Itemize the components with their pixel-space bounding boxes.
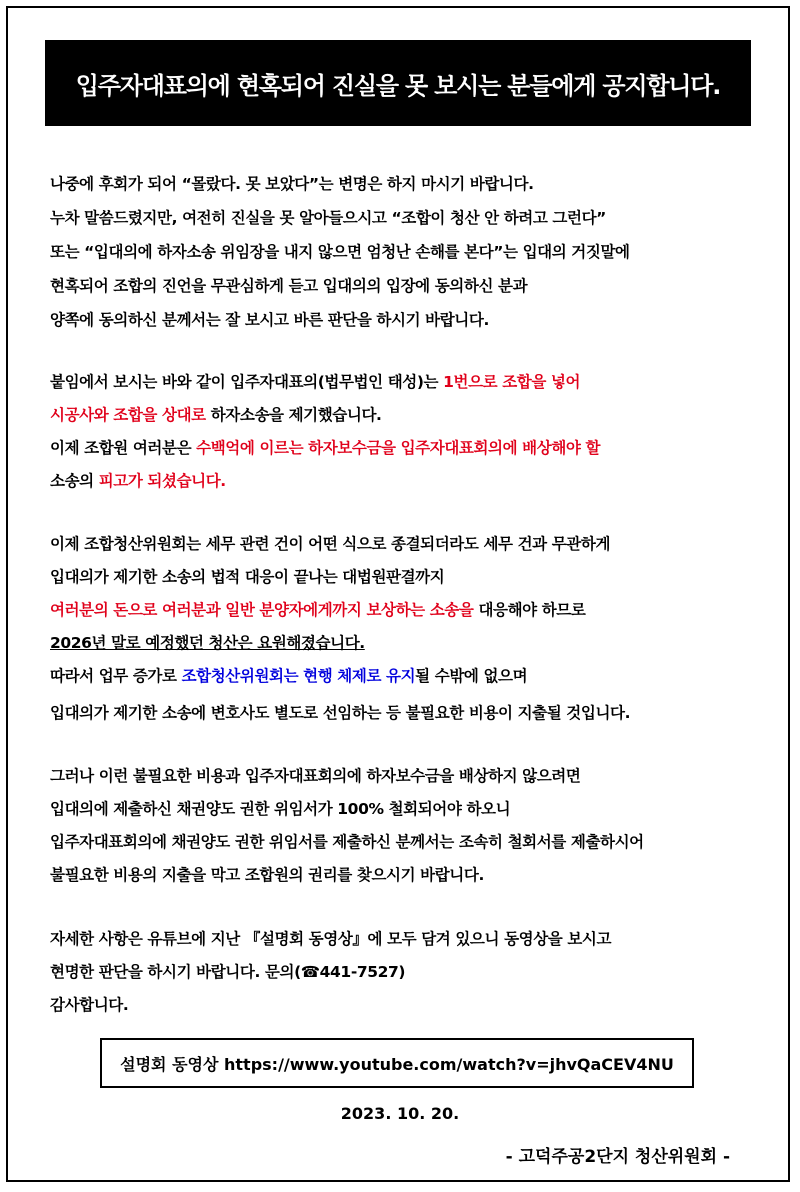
p2-line-3-highlight: 수백억에 이르는 하자보수금을 입주자대표회의에 배상해야 할 xyxy=(196,439,601,457)
p4-line-3: 입주자대표회의에 채권양도 권한 위임서를 제출하신 분께서는 조속히 철회서를 제출하시어 xyxy=(50,833,644,851)
p5-line-1: 자세한 사항은 유튜브에 지난 『설명회 동영상』에 모두 담겨 있으니 동영상을 보시고 xyxy=(50,930,612,948)
p3-line-6: 입대의가 제기한 소송에 변호사도 별도로 선임하는 등 불필요한 비용이 지출될 것입니다. xyxy=(50,704,631,722)
notice-title: 입주자대표의에 현혹되어 진실을 못 보시는 분들에게 공지합니다. xyxy=(45,40,751,126)
p3-line-3 xyxy=(50,600,585,620)
p1-line-3: 또는 “입대의에 하자소송 위임장을 내지 않으면 엄청난 손해를 본다”는 입대의 거짓말에 xyxy=(50,243,630,261)
p2-line-4-text: 소송의 xyxy=(50,472,99,490)
p1-line-1: 나중에 후회가 되어 “몰랐다. 못 보았다”는 변명은 하지 마시기 바랍니다. xyxy=(50,175,534,193)
p4-line-4: 불필요한 비용의 지출을 막고 조합원의 권리를 찾으시기 바랍니다. xyxy=(50,866,484,884)
p3-line-4-underlined: 2026년 말로 예정했던 청산은 요원해졌습니다. xyxy=(50,634,365,652)
p2-line-1-text: 붙임에서 보시는 바와 같이 입주자대표의(법무법인 태성)는 xyxy=(50,373,444,391)
p3-line-2: 입대의가 제기한 소송의 법적 대응이 끝나는 대법원판결까지 xyxy=(50,568,445,586)
p3-line-5-highlight: 조합청산위원회는 현행 체제로 유지 xyxy=(181,667,416,685)
notice-date: 2023. 10. 20. xyxy=(340,1104,460,1123)
p3-line-5 xyxy=(50,666,527,686)
p4-line-1: 그러나 이런 불필요한 비용과 입주자대표회의에 하자보수금을 배상하지 않으려면 xyxy=(50,767,581,785)
p3-line-3-highlight: 여러분의 돈으로 여러분과 일반 분양자에게까지 보상하는 소송을 xyxy=(50,601,474,619)
p1-line-2: 누차 말씀드렸지만, 여전히 진실을 못 알아들으시고 “조합이 청산 안 하려고 그런다” xyxy=(50,209,606,227)
p1-line-4: 현혹되어 조합의 진언을 무관심하게 듣고 입대의의 입장에 동의하신 분과 xyxy=(50,277,528,295)
p3-line-5-text-b: 될 수밖에 없으며 xyxy=(415,667,528,685)
p3-line-3-text: 대응해야 하므로 xyxy=(473,601,586,619)
p4-line-2: 입대의에 제출하신 채권양도 권한 위임서가 100% 철회되어야 하오니 xyxy=(50,800,511,818)
p2-line-2-highlight: 시공사와 조합을 상대로 xyxy=(50,406,206,424)
p3-line-1: 이제 조합청산위원회는 세무 관련 건이 어떤 식으로 종결되더라도 세무 건과 무관하게 xyxy=(50,535,611,553)
p2-line-3 xyxy=(50,438,600,458)
p2-line-4 xyxy=(50,471,226,491)
p2-line-3-text: 이제 조합원 여러분은 xyxy=(50,439,197,457)
p2-line-1 xyxy=(50,372,580,392)
p2-line-2-text: 하자소송을 제기했습니다. xyxy=(205,406,382,424)
p2-line-2 xyxy=(50,405,382,425)
p3-line-5-text-a: 따라서 업무 증가로 xyxy=(50,667,182,685)
video-link-box[interactable]: 설명회 동영상 https://www.youtube.com/watch?v=jhvQaCEV4NU xyxy=(100,1038,694,1088)
p5-line-2: 현명한 판단을 하시기 바랍니다. 문의(☎441-7527) xyxy=(50,963,406,981)
p2-line-1-highlight: 1번으로 조합을 넣어 xyxy=(443,373,581,391)
p5-line-3: 감사합니다. xyxy=(50,996,129,1014)
signature: - 고덕주공2단지 청산위원회 - xyxy=(505,1147,730,1167)
p2-line-4-highlight: 피고가 되셨습니다. xyxy=(98,472,226,490)
p1-line-5: 양쪽에 동의하신 분께서는 잘 보시고 바른 판단을 하시기 바랍니다. xyxy=(50,311,489,329)
